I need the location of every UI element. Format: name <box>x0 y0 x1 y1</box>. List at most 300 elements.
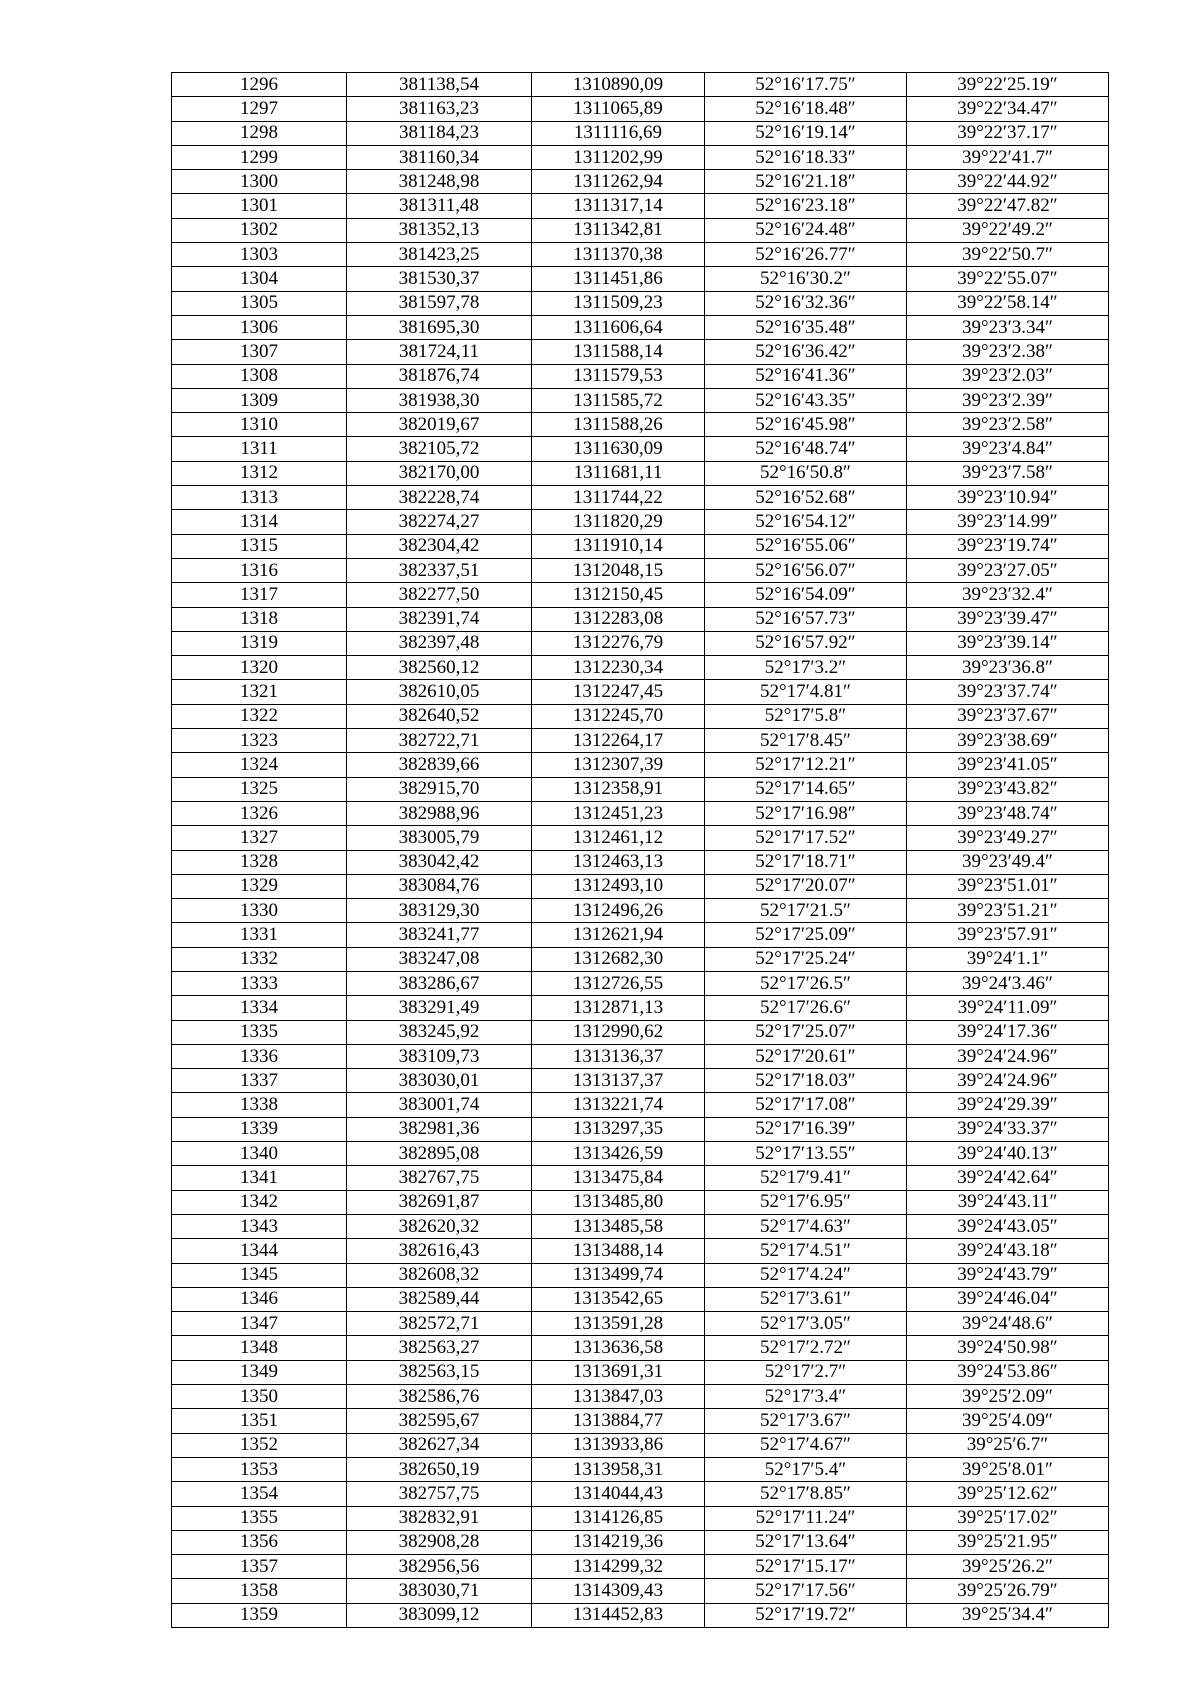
y-coordinate-cell: 1313542,65 <box>532 1287 705 1311</box>
x-coordinate-cell: 382572,71 <box>347 1312 532 1336</box>
y-coordinate-cell: 1312496,26 <box>532 899 705 923</box>
table-row <box>172 656 1109 680</box>
y-coordinate-cell: 1311370,38 <box>532 243 705 267</box>
x-coordinate-cell: 382988,96 <box>347 801 532 825</box>
y-coordinate-cell: 1311744,22 <box>532 486 705 510</box>
x-coordinate-cell: 382767,75 <box>347 1166 532 1190</box>
x-coordinate-cell: 383005,79 <box>347 826 532 850</box>
table-row <box>172 1555 1109 1579</box>
x-coordinate-cell: 382616,43 <box>347 1239 532 1263</box>
table-row <box>172 1214 1109 1238</box>
longitude-cell: 39°25′2.09″ <box>907 1385 1109 1409</box>
y-coordinate-cell: 1312283,08 <box>532 607 705 631</box>
x-coordinate-cell: 382337,51 <box>347 558 532 582</box>
longitude-cell: 39°25′12.62″ <box>907 1482 1109 1506</box>
point-number-cell: 1329 <box>172 874 347 898</box>
point-number-cell: 1355 <box>172 1506 347 1530</box>
longitude-cell: 39°22′44.92″ <box>907 170 1109 194</box>
point-number-cell: 1312 <box>172 461 347 485</box>
table-row <box>172 267 1109 291</box>
longitude-cell: 39°22′58.14″ <box>907 291 1109 315</box>
latitude-cell: 52°17′4.81″ <box>705 680 907 704</box>
latitude-cell: 52°16′55.06″ <box>705 534 907 558</box>
latitude-cell: 52°17′21.5″ <box>705 899 907 923</box>
x-coordinate-cell: 381530,37 <box>347 267 532 291</box>
longitude-cell: 39°22′41.7″ <box>907 145 1109 169</box>
latitude-cell: 52°17′6.95″ <box>705 1190 907 1214</box>
y-coordinate-cell: 1311588,26 <box>532 413 705 437</box>
x-coordinate-cell: 382563,15 <box>347 1360 532 1384</box>
latitude-cell: 52°17′16.39″ <box>705 1117 907 1141</box>
x-coordinate-cell: 383084,76 <box>347 874 532 898</box>
latitude-cell: 52°17′17.52″ <box>705 826 907 850</box>
longitude-cell: 39°23′49.27″ <box>907 826 1109 850</box>
point-number-cell: 1307 <box>172 340 347 364</box>
y-coordinate-cell: 1313884,77 <box>532 1409 705 1433</box>
longitude-cell: 39°24′24.96″ <box>907 1069 1109 1093</box>
y-coordinate-cell: 1311509,23 <box>532 291 705 315</box>
longitude-cell: 39°25′26.2″ <box>907 1555 1109 1579</box>
longitude-cell: 39°22′47.82″ <box>907 194 1109 218</box>
x-coordinate-cell: 382277,50 <box>347 583 532 607</box>
table-row <box>172 243 1109 267</box>
y-coordinate-cell: 1314219,36 <box>532 1530 705 1554</box>
point-number-cell: 1327 <box>172 826 347 850</box>
longitude-cell: 39°24′33.37″ <box>907 1117 1109 1141</box>
x-coordinate-cell: 383241,77 <box>347 923 532 947</box>
longitude-cell: 39°25′8.01″ <box>907 1457 1109 1481</box>
y-coordinate-cell: 1313933,86 <box>532 1433 705 1457</box>
x-coordinate-cell: 382304,42 <box>347 534 532 558</box>
latitude-cell: 52°17′18.71″ <box>705 850 907 874</box>
table-row <box>172 97 1109 121</box>
y-coordinate-cell: 1312451,23 <box>532 801 705 825</box>
x-coordinate-cell: 381724,11 <box>347 340 532 364</box>
longitude-cell: 39°22′37.17″ <box>907 121 1109 145</box>
longitude-cell: 39°24′43.05″ <box>907 1214 1109 1238</box>
latitude-cell: 52°16′32.36″ <box>705 291 907 315</box>
longitude-cell: 39°25′26.79″ <box>907 1579 1109 1603</box>
y-coordinate-cell: 1314299,32 <box>532 1555 705 1579</box>
x-coordinate-cell: 382397,48 <box>347 631 532 655</box>
table-row <box>172 534 1109 558</box>
point-number-cell: 1304 <box>172 267 347 291</box>
point-number-cell: 1325 <box>172 777 347 801</box>
x-coordinate-cell: 381160,34 <box>347 145 532 169</box>
longitude-cell: 39°23′10.94″ <box>907 486 1109 510</box>
point-number-cell: 1310 <box>172 413 347 437</box>
longitude-cell: 39°24′1.1″ <box>907 947 1109 971</box>
y-coordinate-cell: 1313485,80 <box>532 1190 705 1214</box>
x-coordinate-cell: 382757,75 <box>347 1482 532 1506</box>
y-coordinate-cell: 1311202,99 <box>532 145 705 169</box>
point-number-cell: 1353 <box>172 1457 347 1481</box>
point-number-cell: 1330 <box>172 899 347 923</box>
latitude-cell: 52°16′43.35″ <box>705 388 907 412</box>
y-coordinate-cell: 1312247,45 <box>532 680 705 704</box>
point-number-cell: 1343 <box>172 1214 347 1238</box>
x-coordinate-cell: 382895,08 <box>347 1142 532 1166</box>
point-number-cell: 1300 <box>172 170 347 194</box>
y-coordinate-cell: 1311681,11 <box>532 461 705 485</box>
point-number-cell: 1332 <box>172 947 347 971</box>
y-coordinate-cell: 1311116,69 <box>532 121 705 145</box>
y-coordinate-cell: 1312150,45 <box>532 583 705 607</box>
point-number-cell: 1314 <box>172 510 347 534</box>
longitude-cell: 39°23′3.34″ <box>907 315 1109 339</box>
point-number-cell: 1333 <box>172 971 347 995</box>
table-row <box>172 923 1109 947</box>
point-number-cell: 1339 <box>172 1117 347 1141</box>
table-row <box>172 558 1109 582</box>
longitude-cell: 39°23′4.84″ <box>907 437 1109 461</box>
y-coordinate-cell: 1311588,14 <box>532 340 705 364</box>
table-row <box>172 996 1109 1020</box>
y-coordinate-cell: 1311585,72 <box>532 388 705 412</box>
table-row <box>172 340 1109 364</box>
latitude-cell: 52°17′2.72″ <box>705 1336 907 1360</box>
table-row <box>172 486 1109 510</box>
point-number-cell: 1319 <box>172 631 347 655</box>
table-row <box>172 1020 1109 1044</box>
y-coordinate-cell: 1313475,84 <box>532 1166 705 1190</box>
point-number-cell: 1358 <box>172 1579 347 1603</box>
table-row <box>172 801 1109 825</box>
longitude-cell: 39°25′21.95″ <box>907 1530 1109 1554</box>
latitude-cell: 52°16′56.07″ <box>705 558 907 582</box>
x-coordinate-cell: 381876,74 <box>347 364 532 388</box>
table-row <box>172 1409 1109 1433</box>
y-coordinate-cell: 1312230,34 <box>532 656 705 680</box>
latitude-cell: 52°17′9.41″ <box>705 1166 907 1190</box>
x-coordinate-cell: 382915,70 <box>347 777 532 801</box>
y-coordinate-cell: 1313591,28 <box>532 1312 705 1336</box>
x-coordinate-cell: 382105,72 <box>347 437 532 461</box>
point-number-cell: 1323 <box>172 729 347 753</box>
latitude-cell: 52°16′21.18″ <box>705 170 907 194</box>
y-coordinate-cell: 1313499,74 <box>532 1263 705 1287</box>
latitude-cell: 52°17′26.6″ <box>705 996 907 1020</box>
y-coordinate-cell: 1311606,64 <box>532 315 705 339</box>
x-coordinate-cell: 383042,42 <box>347 850 532 874</box>
latitude-cell: 52°16′26.77″ <box>705 243 907 267</box>
latitude-cell: 52°17′5.8″ <box>705 704 907 728</box>
y-coordinate-cell: 1311065,89 <box>532 97 705 121</box>
point-number-cell: 1331 <box>172 923 347 947</box>
table-row <box>172 1044 1109 1068</box>
latitude-cell: 52°17′12.21″ <box>705 753 907 777</box>
point-number-cell: 1318 <box>172 607 347 631</box>
latitude-cell: 52°16′45.98″ <box>705 413 907 437</box>
x-coordinate-cell: 383286,67 <box>347 971 532 995</box>
point-number-cell: 1324 <box>172 753 347 777</box>
y-coordinate-cell: 1311579,53 <box>532 364 705 388</box>
point-number-cell: 1297 <box>172 97 347 121</box>
table-row <box>172 1385 1109 1409</box>
table-row <box>172 631 1109 655</box>
point-number-cell: 1354 <box>172 1482 347 1506</box>
x-coordinate-cell: 382650,19 <box>347 1457 532 1481</box>
x-coordinate-cell: 382391,74 <box>347 607 532 631</box>
table-row <box>172 413 1109 437</box>
longitude-cell: 39°23′2.03″ <box>907 364 1109 388</box>
table-row <box>172 461 1109 485</box>
latitude-cell: 52°17′3.67″ <box>705 1409 907 1433</box>
longitude-cell: 39°22′50.7″ <box>907 243 1109 267</box>
point-number-cell: 1320 <box>172 656 347 680</box>
longitude-cell: 39°23′32.4″ <box>907 583 1109 607</box>
table-row <box>172 388 1109 412</box>
longitude-cell: 39°24′46.04″ <box>907 1287 1109 1311</box>
longitude-cell: 39°23′39.14″ <box>907 631 1109 655</box>
latitude-cell: 52°17′20.07″ <box>705 874 907 898</box>
longitude-cell: 39°23′57.91″ <box>907 923 1109 947</box>
latitude-cell: 52°17′11.24″ <box>705 1506 907 1530</box>
table-row <box>172 73 1109 97</box>
longitude-cell: 39°25′34.4″ <box>907 1603 1109 1627</box>
latitude-cell: 52°16′36.42″ <box>705 340 907 364</box>
point-number-cell: 1309 <box>172 388 347 412</box>
table-row <box>172 607 1109 631</box>
table-row <box>172 850 1109 874</box>
table-row <box>172 1142 1109 1166</box>
longitude-cell: 39°22′49.2″ <box>907 218 1109 242</box>
table-row <box>172 170 1109 194</box>
latitude-cell: 52°16′23.18″ <box>705 194 907 218</box>
x-coordinate-cell: 383129,30 <box>347 899 532 923</box>
table-row <box>172 1433 1109 1457</box>
table-row <box>172 753 1109 777</box>
longitude-cell: 39°23′2.58″ <box>907 413 1109 437</box>
y-coordinate-cell: 1312871,13 <box>532 996 705 1020</box>
latitude-cell: 52°17′4.24″ <box>705 1263 907 1287</box>
longitude-cell: 39°23′2.39″ <box>907 388 1109 412</box>
latitude-cell: 52°17′20.61″ <box>705 1044 907 1068</box>
x-coordinate-cell: 382722,71 <box>347 729 532 753</box>
table-row <box>172 777 1109 801</box>
table-row <box>172 145 1109 169</box>
y-coordinate-cell: 1313958,31 <box>532 1457 705 1481</box>
latitude-cell: 52°16′52.68″ <box>705 486 907 510</box>
y-coordinate-cell: 1313426,59 <box>532 1142 705 1166</box>
x-coordinate-cell: 383099,12 <box>347 1603 532 1627</box>
x-coordinate-cell: 382610,05 <box>347 680 532 704</box>
table-row <box>172 1117 1109 1141</box>
point-number-cell: 1350 <box>172 1385 347 1409</box>
y-coordinate-cell: 1313636,58 <box>532 1336 705 1360</box>
table-row <box>172 1093 1109 1117</box>
table-row <box>172 364 1109 388</box>
latitude-cell: 52°17′8.85″ <box>705 1482 907 1506</box>
latitude-cell: 52°16′54.12″ <box>705 510 907 534</box>
x-coordinate-cell: 382640,52 <box>347 704 532 728</box>
table-row <box>172 437 1109 461</box>
table-row <box>172 194 1109 218</box>
x-coordinate-cell: 382563,27 <box>347 1336 532 1360</box>
x-coordinate-cell: 382839,66 <box>347 753 532 777</box>
point-number-cell: 1303 <box>172 243 347 267</box>
y-coordinate-cell: 1310890,09 <box>532 73 705 97</box>
longitude-cell: 39°23′41.05″ <box>907 753 1109 777</box>
y-coordinate-cell: 1312990,62 <box>532 1020 705 1044</box>
x-coordinate-cell: 381938,30 <box>347 388 532 412</box>
latitude-cell: 52°16′50.8″ <box>705 461 907 485</box>
latitude-cell: 52°16′54.09″ <box>705 583 907 607</box>
table-row <box>172 1482 1109 1506</box>
x-coordinate-cell: 381311,48 <box>347 194 532 218</box>
longitude-cell: 39°23′2.38″ <box>907 340 1109 364</box>
x-coordinate-cell: 382589,44 <box>347 1287 532 1311</box>
coordinates-table-body <box>172 73 1109 1628</box>
y-coordinate-cell: 1311342,81 <box>532 218 705 242</box>
longitude-cell: 39°23′27.05″ <box>907 558 1109 582</box>
table-row <box>172 1166 1109 1190</box>
x-coordinate-cell: 382019,67 <box>347 413 532 437</box>
latitude-cell: 52°17′25.09″ <box>705 923 907 947</box>
y-coordinate-cell: 1314309,43 <box>532 1579 705 1603</box>
y-coordinate-cell: 1314126,85 <box>532 1506 705 1530</box>
table-row <box>172 121 1109 145</box>
table-row <box>172 1603 1109 1627</box>
x-coordinate-cell: 381352,13 <box>347 218 532 242</box>
longitude-cell: 39°24′29.39″ <box>907 1093 1109 1117</box>
latitude-cell: 52°17′5.4″ <box>705 1457 907 1481</box>
longitude-cell: 39°24′43.18″ <box>907 1239 1109 1263</box>
point-number-cell: 1349 <box>172 1360 347 1384</box>
y-coordinate-cell: 1313847,03 <box>532 1385 705 1409</box>
longitude-cell: 39°23′51.21″ <box>907 899 1109 923</box>
y-coordinate-cell: 1312682,30 <box>532 947 705 971</box>
point-number-cell: 1337 <box>172 1069 347 1093</box>
longitude-cell: 39°23′19.74″ <box>907 534 1109 558</box>
table-row <box>172 1336 1109 1360</box>
y-coordinate-cell: 1311451,86 <box>532 267 705 291</box>
longitude-cell: 39°24′53.86″ <box>907 1360 1109 1384</box>
table-row <box>172 510 1109 534</box>
x-coordinate-cell: 382586,76 <box>347 1385 532 1409</box>
x-coordinate-cell: 382832,91 <box>347 1506 532 1530</box>
point-number-cell: 1311 <box>172 437 347 461</box>
y-coordinate-cell: 1312048,15 <box>532 558 705 582</box>
longitude-cell: 39°23′51.01″ <box>907 874 1109 898</box>
latitude-cell: 52°16′35.48″ <box>705 315 907 339</box>
x-coordinate-cell: 383109,73 <box>347 1044 532 1068</box>
y-coordinate-cell: 1314044,43 <box>532 1482 705 1506</box>
table-row <box>172 1312 1109 1336</box>
point-number-cell: 1342 <box>172 1190 347 1214</box>
point-number-cell: 1348 <box>172 1336 347 1360</box>
y-coordinate-cell: 1312461,12 <box>532 826 705 850</box>
x-coordinate-cell: 381138,54 <box>347 73 532 97</box>
y-coordinate-cell: 1313488,14 <box>532 1239 705 1263</box>
x-coordinate-cell: 382981,36 <box>347 1117 532 1141</box>
longitude-cell: 39°23′39.47″ <box>907 607 1109 631</box>
point-number-cell: 1336 <box>172 1044 347 1068</box>
latitude-cell: 52°17′13.55″ <box>705 1142 907 1166</box>
table-row <box>172 1360 1109 1384</box>
point-number-cell: 1326 <box>172 801 347 825</box>
latitude-cell: 52°17′25.07″ <box>705 1020 907 1044</box>
point-number-cell: 1301 <box>172 194 347 218</box>
longitude-cell: 39°24′40.13″ <box>907 1142 1109 1166</box>
table-row <box>172 1287 1109 1311</box>
x-coordinate-cell: 382691,87 <box>347 1190 532 1214</box>
x-coordinate-cell: 382956,56 <box>347 1555 532 1579</box>
y-coordinate-cell: 1312358,91 <box>532 777 705 801</box>
longitude-cell: 39°22′34.47″ <box>907 97 1109 121</box>
table-row <box>172 1457 1109 1481</box>
x-coordinate-cell: 382595,67 <box>347 1409 532 1433</box>
longitude-cell: 39°23′7.58″ <box>907 461 1109 485</box>
longitude-cell: 39°24′24.96″ <box>907 1044 1109 1068</box>
latitude-cell: 52°16′41.36″ <box>705 364 907 388</box>
y-coordinate-cell: 1311262,94 <box>532 170 705 194</box>
latitude-cell: 52°17′3.05″ <box>705 1312 907 1336</box>
table-row <box>172 291 1109 315</box>
y-coordinate-cell: 1312463,13 <box>532 850 705 874</box>
longitude-cell: 39°25′17.02″ <box>907 1506 1109 1530</box>
latitude-cell: 52°16′57.73″ <box>705 607 907 631</box>
point-number-cell: 1338 <box>172 1093 347 1117</box>
x-coordinate-cell: 383245,92 <box>347 1020 532 1044</box>
point-number-cell: 1359 <box>172 1603 347 1627</box>
longitude-cell: 39°24′43.11″ <box>907 1190 1109 1214</box>
x-coordinate-cell: 382228,74 <box>347 486 532 510</box>
y-coordinate-cell: 1312726,55 <box>532 971 705 995</box>
table-row <box>172 1239 1109 1263</box>
table-row <box>172 1506 1109 1530</box>
latitude-cell: 52°17′13.64″ <box>705 1530 907 1554</box>
y-coordinate-cell: 1312493,10 <box>532 874 705 898</box>
latitude-cell: 52°17′17.56″ <box>705 1579 907 1603</box>
longitude-cell: 39°24′43.79″ <box>907 1263 1109 1287</box>
point-number-cell: 1328 <box>172 850 347 874</box>
latitude-cell: 52°16′17.75″ <box>705 73 907 97</box>
point-number-cell: 1317 <box>172 583 347 607</box>
longitude-cell: 39°23′38.69″ <box>907 729 1109 753</box>
x-coordinate-cell: 382274,27 <box>347 510 532 534</box>
longitude-cell: 39°24′42.64″ <box>907 1166 1109 1190</box>
point-number-cell: 1298 <box>172 121 347 145</box>
x-coordinate-cell: 381163,23 <box>347 97 532 121</box>
table-row <box>172 1190 1109 1214</box>
y-coordinate-cell: 1314452,83 <box>532 1603 705 1627</box>
table-row <box>172 218 1109 242</box>
longitude-cell: 39°24′3.46″ <box>907 971 1109 995</box>
point-number-cell: 1344 <box>172 1239 347 1263</box>
table-row <box>172 315 1109 339</box>
y-coordinate-cell: 1313691,31 <box>532 1360 705 1384</box>
y-coordinate-cell: 1312264,17 <box>532 729 705 753</box>
x-coordinate-cell: 383001,74 <box>347 1093 532 1117</box>
latitude-cell: 52°17′8.45″ <box>705 729 907 753</box>
y-coordinate-cell: 1312276,79 <box>532 631 705 655</box>
x-coordinate-cell: 383247,08 <box>347 947 532 971</box>
longitude-cell: 39°25′6.7″ <box>907 1433 1109 1457</box>
y-coordinate-cell: 1313137,37 <box>532 1069 705 1093</box>
latitude-cell: 52°17′3.2″ <box>705 656 907 680</box>
latitude-cell: 52°17′4.51″ <box>705 1239 907 1263</box>
y-coordinate-cell: 1311910,14 <box>532 534 705 558</box>
longitude-cell: 39°24′50.98″ <box>907 1336 1109 1360</box>
table-row <box>172 1530 1109 1554</box>
y-coordinate-cell: 1312245,70 <box>532 704 705 728</box>
latitude-cell: 52°17′2.7″ <box>705 1360 907 1384</box>
latitude-cell: 52°17′25.24″ <box>705 947 907 971</box>
y-coordinate-cell: 1312307,39 <box>532 753 705 777</box>
table-row <box>172 680 1109 704</box>
y-coordinate-cell: 1311317,14 <box>532 194 705 218</box>
